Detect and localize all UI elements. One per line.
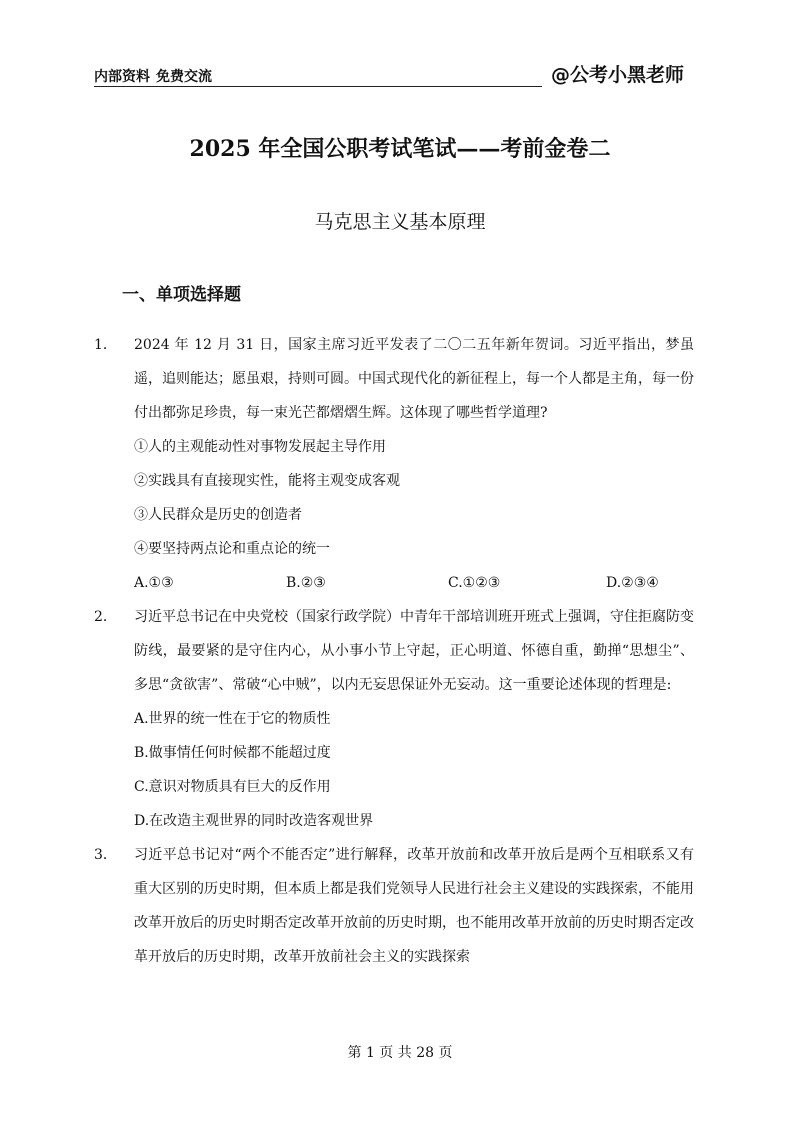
question-stem: 习近平总书记在中央党校（国家行政学院）中青年干部培训班开班式上强调，守住拒腐防变防线，最要紧的是守住内心，从小事小节上守起，正心明道、怀德自重，勤掸“思想尘”、多思“贪欲害”、常破“心中贼”，以内无妄思保证外无妄动。这一重要论述体现的哲理是: xyxy=(134,609,694,693)
page-title: 2025 年全国公职考试笔试——考前金卷二 xyxy=(189,136,611,162)
statement-2: ②实践具有直接现实性，能将主观变成客观 xyxy=(134,473,400,489)
question-list xyxy=(0,328,800,974)
header-internal-label: 内部资料 xyxy=(94,69,150,85)
option-a: A.世界的统一性在于它的物质性 xyxy=(134,711,331,727)
header-free-label: 免费交流 xyxy=(156,69,212,85)
page-footer: 第 1 页 共 28 页 xyxy=(347,1045,453,1061)
question-number: 2． xyxy=(94,609,117,625)
answer-options xyxy=(134,566,800,600)
question-number: 3． xyxy=(94,847,117,863)
option-a: A.①③ xyxy=(134,575,174,591)
question-2 xyxy=(0,600,800,838)
question-stem: 2024 年 12 月 31 日，国家主席习近平发表了二〇二五年新年贺词。习近平指出，梦虽遥，追则能达；愿虽艰，持则可圆。中国式现代化的新征程上，每一个人都是主角，每一份付出都弥足珍贵，每一束光芒都熠熠生辉。这体现了哪些哲学道理? xyxy=(134,337,694,421)
option-c: C.意识对物质具有巨大的反作用 xyxy=(134,779,331,795)
question-3 xyxy=(0,838,800,974)
question-stem: 习近平总书记对“两个不能否定”进行解释，改革开放前和改革开放后是两个互相联系又有重大区别的历史时期，但本质上都是我们党领导人民进行社会主义建设的实践探索，不能用改革开放后的历史时期否定改革开放前的历史时期，也不能用改革开放前的历史时期否定改革开放后的历史时期，改革开放前社会主义的实践探索 xyxy=(134,847,694,965)
option-d: D.在改造主观世界的同时改造客观世界 xyxy=(134,813,374,829)
section-heading: 一、单项选择题 xyxy=(122,285,241,305)
subject-title: 马克思主义基本原理 xyxy=(314,211,486,233)
question-1 xyxy=(0,328,800,600)
header-author: @公考小黑老师 xyxy=(550,64,684,86)
statement-1: ①人的主观能动性对事物发展起主导作用 xyxy=(134,439,386,455)
header-divider xyxy=(94,86,542,87)
option-b: B.②③ xyxy=(286,575,326,591)
header-left xyxy=(94,66,212,86)
statement-4: ④要坚持两点论和重点论的统一 xyxy=(134,541,330,557)
statement-3: ③人民群众是历史的创造者 xyxy=(134,507,302,523)
option-b: B.做事情任何时候都不能超过度 xyxy=(134,745,331,761)
option-d: D.②③④ xyxy=(606,575,659,591)
question-number: 1． xyxy=(94,337,117,353)
option-c: C.①②③ xyxy=(448,575,501,591)
